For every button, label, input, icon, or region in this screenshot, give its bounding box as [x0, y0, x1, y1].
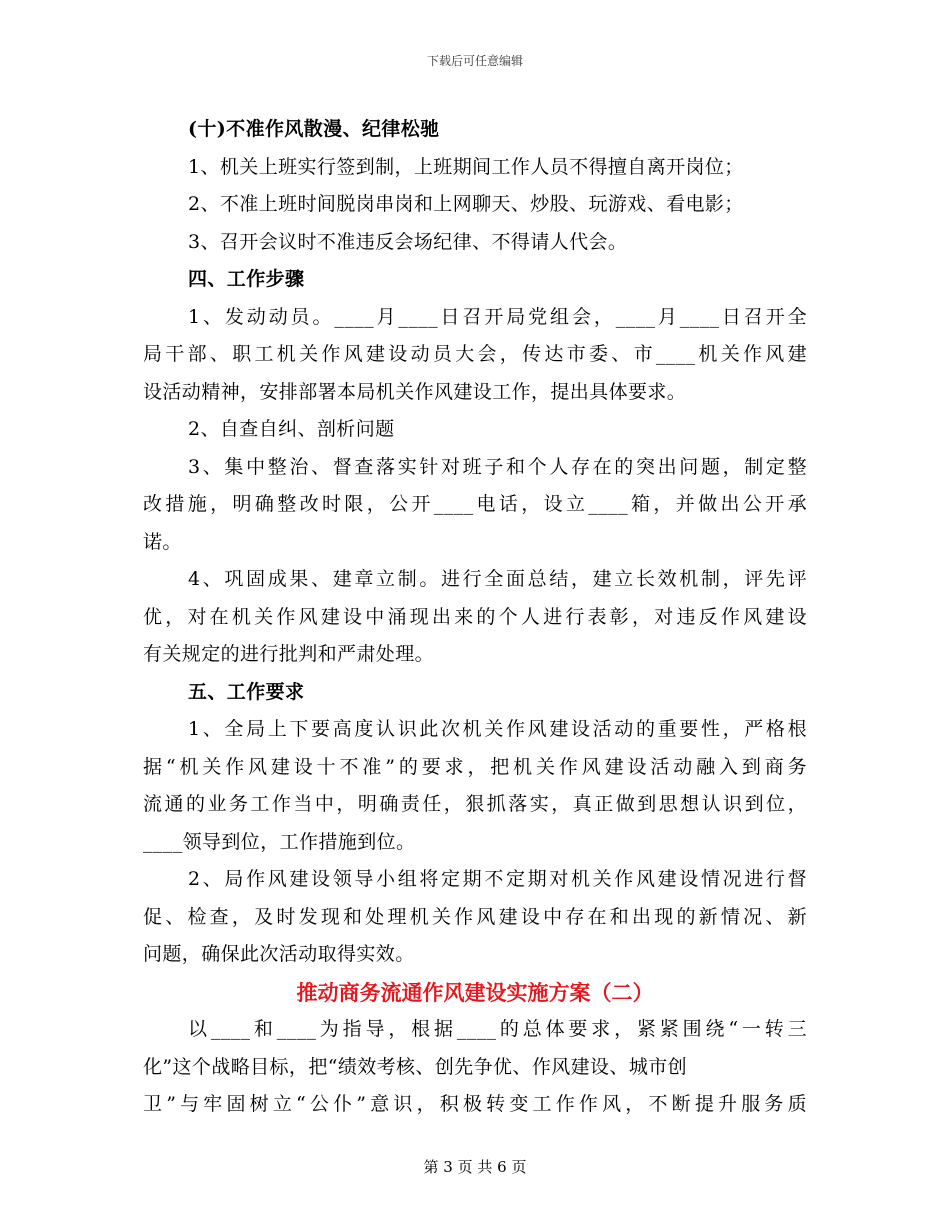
paragraph-line: 流通的业务工作当中，明确责任，狠抓落实，真正做到思想认识到位，	[143, 793, 807, 815]
section-title: 推动商务流通作风建设实施方案（二）	[296, 979, 654, 1005]
section-heading: 五、工作要求	[188, 680, 305, 703]
paragraph-line: 据“机关作风建设十不准”的要求，把机关作风建设活动融入到商务	[143, 755, 807, 778]
paragraph-line: 1、机关上班实行签到制，上班期间工作人员不得擅自离开岗位；	[188, 155, 744, 178]
paragraph-line: 问题，确保此次活动取得实效。	[143, 943, 415, 965]
paragraph-line: 化”这个战略目标，把“绩效考核、创先争优、作风建设、城市创	[143, 1055, 688, 1078]
paragraph-line: 有关规定的进行批判和严肃处理。	[143, 643, 435, 665]
paragraph-line: 以____和____为指导，根据____的总体要求，紧紧围绕“一转三	[188, 1018, 807, 1040]
paragraph-line: 3、集中整治、督查落实针对班子和个人存在的突出问题，制定整	[188, 455, 807, 478]
paragraph-line: 设活动精神，安排部署本局机关作风建设工作，提出具体要求。	[143, 380, 687, 403]
paragraph-line: 优，对在机关作风建设中涌现出来的个人进行表彰，对违反作风建设	[143, 605, 807, 628]
paragraph-line: 1、全局上下要高度认识此次机关作风建设活动的重要性，严格根	[188, 718, 807, 740]
paragraph-line: 2、局作风建设领导小组将定期不定期对机关作风建设情况进行督	[188, 868, 807, 890]
paragraph-line: 4、巩固成果、建章立制。进行全面总结，建立长效机制，评先评	[188, 568, 807, 590]
paragraph-line: 改措施，明确整改时限，公开____电话，设立____箱，并做出公开承	[143, 493, 807, 515]
document-body	[143, 111, 807, 1124]
paragraph-line: 卫”与牢固树立“公仆”意识，积极转变工作作风，不断提升服务质	[143, 1093, 807, 1115]
paragraph-line: ____领导到位，工作措施到位。	[143, 830, 416, 853]
section-heading: 四、工作步骤	[188, 268, 305, 290]
section-heading: (十)不准作风散漫、纪律松驰	[188, 118, 440, 140]
paragraph-line: 1、发动动员。____月____日召开局党组会，____月____日召开全	[188, 305, 807, 328]
paragraph-line: 2、不准上班时间脱岗串岗和上网聊天、炒股、玩游戏、看电影；	[188, 193, 744, 215]
paragraph-line: 促、检查，及时发现和处理机关作风建设中存在和出现的新情况、新	[143, 905, 807, 928]
header-note: 下载后可任意编辑	[426, 54, 523, 68]
paragraph-line: 诺。	[143, 530, 182, 553]
page-number: 第 3 页 共 6 页	[423, 1158, 527, 1176]
paragraph-line: 2、自查自纠、剖析问题	[188, 418, 395, 440]
paragraph-line: 局干部、职工机关作风建设动员大会，传达市委、市____机关作风建	[143, 343, 807, 365]
paragraph-line: 3、召开会议时不准违反会场纪律、不得请人代会。	[188, 230, 628, 253]
